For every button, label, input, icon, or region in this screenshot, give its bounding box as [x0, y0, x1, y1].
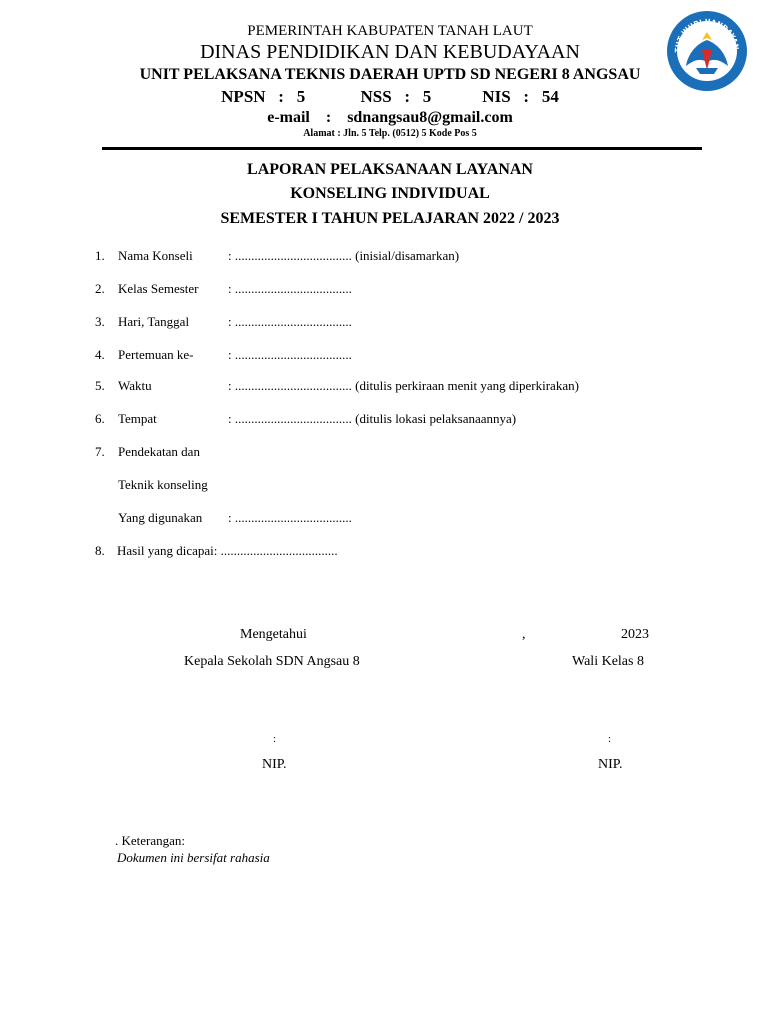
sig-known-label: Mengetahui [240, 627, 307, 642]
form-item-value: : .................................... (ditulis perkiraan menit yang diperkirakan) [228, 378, 579, 393]
form-item-value: : .................................... (inisial/disamarkan) [228, 248, 460, 263]
form-item-label: Pertemuan ke- [118, 347, 194, 362]
sig-year: 2023 [621, 627, 649, 642]
header-department: DINAS PENDIDIKAN DAN KEBUDAYAAN [200, 41, 580, 63]
logo-text: TUT WURI HANDAYAN [673, 17, 741, 53]
sig-left-nip: NIP. [262, 757, 287, 772]
sig-left-colon: : [273, 733, 277, 745]
form-item-label: Tempat [118, 411, 157, 426]
sig-right-nip: NIP. [598, 757, 623, 772]
header-government: PEMERINTAH KABUPATEN TANAH LAUT [247, 23, 533, 39]
form-item-label: Hari, Tanggal [118, 314, 190, 329]
form-item-number: 2. [95, 281, 105, 296]
form-item-number: 5. [95, 378, 105, 393]
form-item-label: Nama Konseli [118, 248, 193, 263]
form-item-value: : .................................... [228, 281, 352, 296]
tut-wuri-handayani-logo [666, 10, 748, 92]
item7-line3: Yang digunakan [118, 510, 203, 525]
sig-teacher-title: Wali Kelas 8 [572, 654, 644, 669]
form-item-number: 6. [95, 411, 105, 426]
header-divider [102, 147, 702, 150]
report-title-1: LAPORAN PELAKSANAAN LAYANAN [247, 161, 533, 178]
form-item-value: : .................................... [228, 314, 352, 329]
header-ids: NPSN : 5 NSS : 5 NIS : 54 [221, 87, 559, 106]
item7-value: : .................................... [228, 510, 352, 525]
notes-label: . Keterangan: [115, 833, 186, 848]
form-item-label: Pendekatan dan [118, 444, 200, 459]
form-item-number: 1. [95, 248, 105, 263]
form-item-number: 7. [95, 444, 105, 459]
sig-comma: , [522, 627, 526, 642]
item8-text: Hasil yang dicapai: .................................... [117, 543, 338, 558]
item7-line2: Teknik konseling [118, 477, 208, 492]
item8-num: 8. [95, 543, 105, 558]
report-title-2: KONSELING INDIVIDUAL [290, 185, 490, 202]
notes-text: Dokumen ini bersifat rahasia [117, 850, 270, 865]
form-item-number: 3. [95, 314, 105, 329]
form-item-label: Waktu [118, 378, 152, 393]
sig-principal-title: Kepala Sekolah SDN Angsau 8 [184, 654, 360, 669]
form-item-value: : .................................... (ditulis lokasi pelaksanaannya) [228, 411, 517, 426]
sig-right-colon: : [608, 733, 612, 745]
report-title-3: SEMESTER I TAHUN PELAJARAN 2022 / 2023 [220, 210, 560, 227]
header-email: e-mail : sdnangsau8@gmail.com [267, 109, 513, 126]
header-address: Alamat : Jln. 5 Telp. (0512) 5 Kode Pos 5 [303, 128, 477, 139]
header-unit: UNIT PELAKSANA TEKNIS DAERAH UPTD SD NEGERI 8 ANGSAU [139, 66, 641, 83]
form-item-value: : .................................... [228, 347, 352, 362]
form-item-label: Kelas Semester [118, 281, 199, 296]
form-item-number: 4. [95, 347, 105, 362]
